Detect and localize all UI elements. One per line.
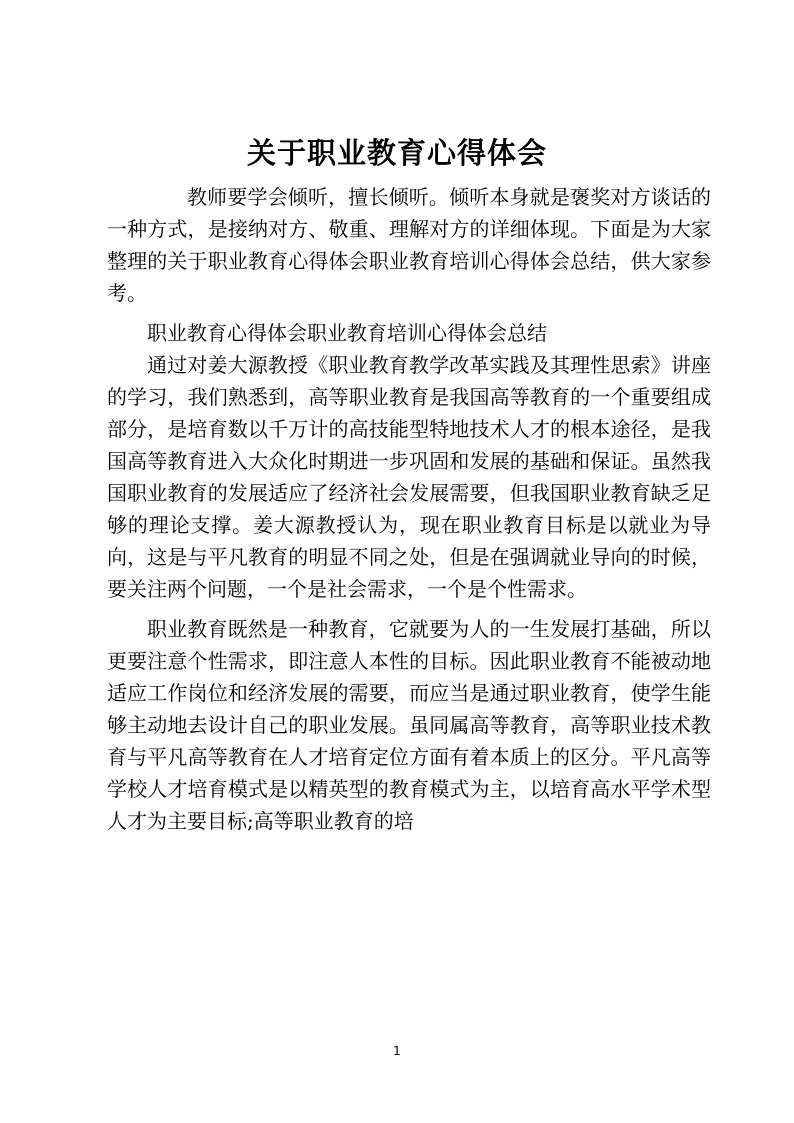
- document-title: 关于职业教育心得体会: [246, 136, 547, 170]
- section-heading-paragraph: 职业教育心得体会职业教育培训心得体会总结: [147, 321, 547, 345]
- document-body: [107, 181, 711, 837]
- body-paragraph: 通过对姜大源教授《职业教育教学改革实践及其理性思索》讲座的学习，我们熟悉到，高等职业教育是我国高等教育的一个重要组成部分，是培育数以千万计的高技能型特地技术人才的根本途径，是我国高等教育进入大众化时期进一步巩固和发展的基础和保证。虽然我国职业教育的发展适应了经济社会发展需要，但我国职业教育缺乏足够的理论支撑。姜大源教授认为，现在职业教育目标是以就业为导向，这是与平凡教育的明显不同之处，但是在强调就业导向的时候，要关注两个问题，一个是社会需求，一个是个性需求。: [107, 353, 711, 601]
- intro-paragraph: 教师要学会倾听，擅长倾听。倾听本身就是褒奖对方谈话的一种方式，是接纳对方、敬重、理解对方的详细体现。下面是为大家整理的关于职业教育心得体会职业教育培训心得体会总结，供大家参考。: [107, 185, 711, 305]
- page-number: 1: [393, 1044, 401, 1058]
- body-paragraph: 职业教育既然是一种教育，它就要为人的一生发展打基础，所以更要注意个性需求，即注意人本性的目标。因此职业教育不能被动地适应工作岗位和经济发展的需要，而应当是通过职业教育，使学生能够主动地去设计自己的职业发展。虽同属高等教育，高等职业技术教育与平凡高等教育在人才培育定位方面有着本质上的区分。平凡高等学校人才培育模式是以精英型的教育模式为主，以培育高水平学术型人才为主要目标;高等职业教育的培: [107, 617, 711, 833]
